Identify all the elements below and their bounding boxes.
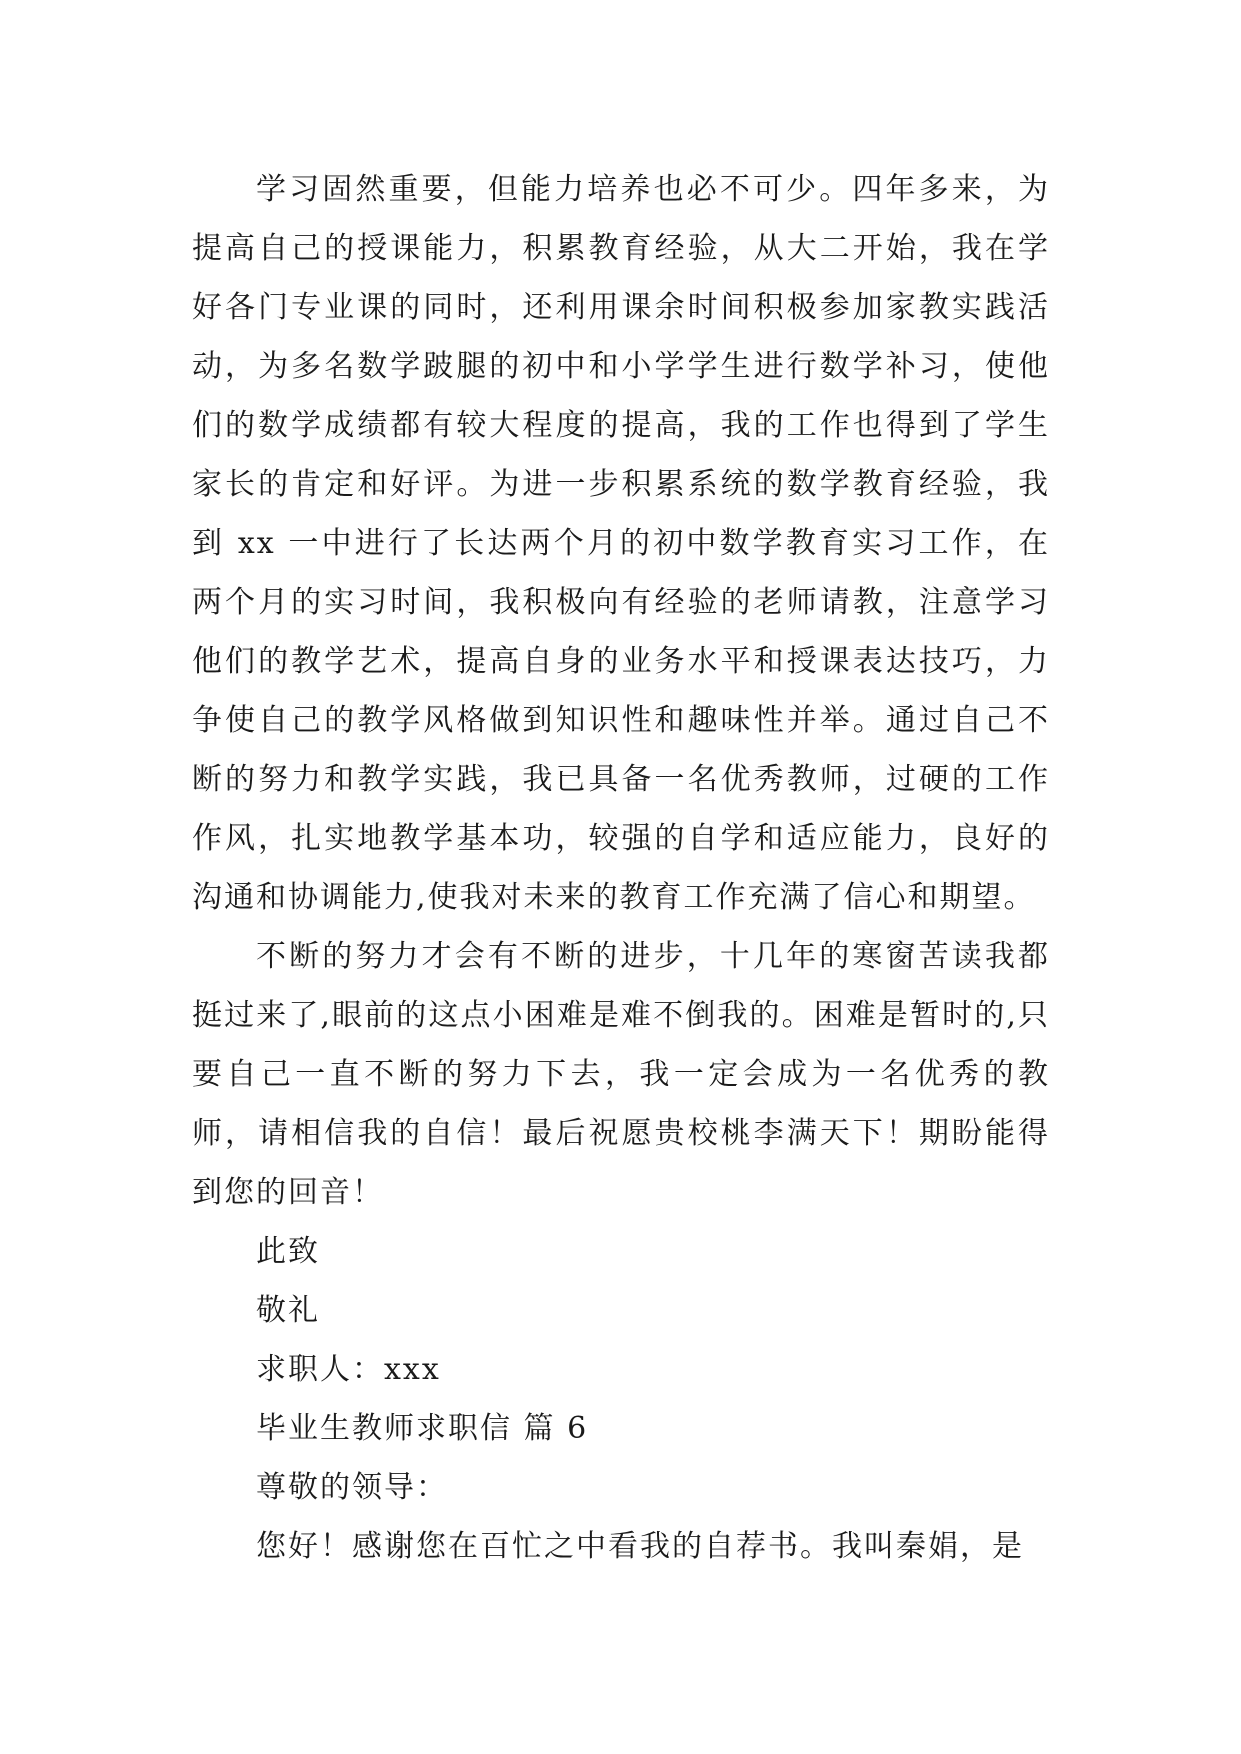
body-paragraph-1: 学习固然重要，但能力培养也必不可少。四年多来，为提高自己的授课能力，积累教育经验，从大二开始，我在学好各门专业课的同时，还利用课余时间积极参加家教实践活动，为多名数学跛腿的初中和小学学生进行数学补习，使他们的数学成绩都有较大程度的提高，我的工作也得到了学生家长的肯定和好评。为进一步积累系统的数学教育经验，我到 xx 一中进行了长达两个月的初中数学教育实习工作，在两个月的实习时间，我积极向有经验的老师请教，注意学习他们的教学艺术，提高自身的业务水平和授课表达技巧，力争使自己的教学风格做到知识性和趣味性并举。通过自己不断的努力和教学实践，我已具备一名优秀教师，过硬的工作作风，扎实地教学基本功，较强的自学和适应能力，良好的沟通和协调能力,使我对未来的教育工作充满了信心和期望。: [192, 172, 1050, 915]
closing-jingli: 敬礼: [256, 1293, 320, 1328]
opening-line: 您好！感谢您在百忙之中看我的自荐书。我叫秦娟，是: [256, 1529, 1024, 1564]
signature-line: 求职人：xxx: [256, 1352, 441, 1387]
closing-cizhi: 此致: [256, 1234, 320, 1269]
document-page: [192, 160, 1050, 1576]
salutation-line: 尊敬的领导：: [256, 1470, 448, 1505]
body-paragraph-2: 不断的努力才会有不断的进步，十几年的寒窗苦读我都挺过来了,眼前的这点小困难是难不倒我的。困难是暂时的,只要自己一直不断的努力下去，我一定会成为一名优秀的教师，请相信我的自信！最后祝愿贵校桃李满天下！期盼能得到您的回音！: [192, 939, 1050, 1210]
section-title: 毕业生教师求职信 篇 6: [256, 1411, 589, 1446]
